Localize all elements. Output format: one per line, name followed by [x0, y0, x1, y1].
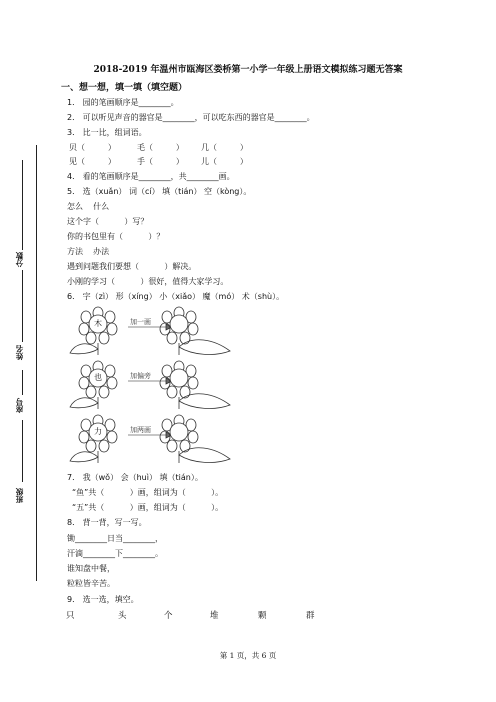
flower-center-char: 力: [94, 427, 102, 436]
q9-char-options: [0, 609, 496, 621]
name-field: [16, 270, 30, 350]
page-footer: 第 1 页，共 6 页: [219, 651, 277, 660]
q3-row1-c: 几（ ）: [201, 143, 248, 152]
binding-margin-line: [36, 145, 37, 581]
q3-row2-b: 手（ ）: [137, 157, 184, 166]
question-2: 2． 可以听见声音的器官是________，可以吃东西的器官是________。: [67, 113, 315, 122]
flower-center-char: 也: [94, 373, 102, 382]
q3-row2-a: 见（ ）: [69, 157, 116, 166]
class-label: 班级: [15, 488, 24, 503]
q9-char: 头: [118, 611, 127, 621]
q3-row2-c: 儿（ ）: [201, 157, 248, 166]
class-field: [16, 420, 30, 490]
question-5: 5． 选（xuǎn） 词（cí） 填（tián） 空（kòng）。: [67, 187, 252, 196]
q9-char: 只: [66, 611, 75, 621]
q9-char: 颗: [258, 611, 267, 621]
seat-label: 座号: [15, 398, 24, 413]
q5-word-pair-1: 怎么 什么: [67, 202, 110, 211]
section-heading: 一、想一想，填一填（填空题）: [61, 83, 188, 93]
name-label: 姓名: [15, 345, 24, 360]
q8-line-2: 汗滴________下________。: [67, 549, 163, 558]
question-1: 1． 园的笔画顺序是________。: [67, 98, 179, 107]
flower-3: [68, 413, 238, 463]
flower-center-char: 木: [94, 319, 102, 328]
question-7: 7． 我（wǒ） 会（huì） 填（tián）。: [67, 473, 203, 482]
flower-hint: 加两画: [130, 426, 151, 434]
question-4: 4． 看的笔画顺序是________，共________画。: [67, 172, 235, 181]
flower-hint: 加一画: [130, 318, 151, 326]
score-field: [16, 160, 30, 260]
q5-sentence-2: 你的书包里有（ ）？: [67, 232, 165, 241]
q9-char: 群: [306, 611, 315, 621]
q5-word-pair-2: 方法 办法: [67, 247, 110, 256]
question-9: 9． 选一选，填空。: [67, 595, 139, 604]
q8-line-3: 谁知盘中餐，: [67, 564, 115, 573]
flower-1: [68, 305, 238, 355]
q5-sentence-1: 这个字（ ）写？: [67, 217, 149, 226]
q8-line-1: 锄________日当________，: [67, 534, 163, 543]
q7-sentence-1: “鱼”共（ ）画，组词为（ ）。: [72, 488, 224, 497]
question-3: 3． 比一比，组词语。: [67, 128, 147, 137]
q9-char: 堆: [210, 611, 219, 621]
score-label: 分数: [15, 252, 24, 267]
q5-sentence-3: 遇到问题我们要想（ ）解决。: [67, 262, 197, 271]
page-title: 2018-2019 年温州市瓯海区娄桥第一小学一年级上册语文模拟练习题无答案: [93, 65, 403, 75]
q5-sentence-4: 小刚的学习（ ）很好，值得大家学习。: [67, 277, 229, 286]
q7-sentence-2: “五”共（ ）画，组词为（ ）。: [72, 503, 224, 512]
question-8: 8． 背一背，写一写。: [67, 518, 147, 527]
q9-char: 个: [164, 611, 173, 621]
q8-line-4: 粒粒皆辛苦。: [67, 579, 115, 588]
q3-row1-b: 毛（ ）: [137, 143, 184, 152]
question-6: 6． 字（zì） 形（xíng） 小（xiǎo） 魔（mó） 术（shù）。: [67, 292, 285, 301]
flower-2: [68, 359, 238, 409]
flower-hint: 加偏旁: [130, 372, 151, 380]
q3-row1-a: 贝（ ）: [69, 143, 116, 152]
